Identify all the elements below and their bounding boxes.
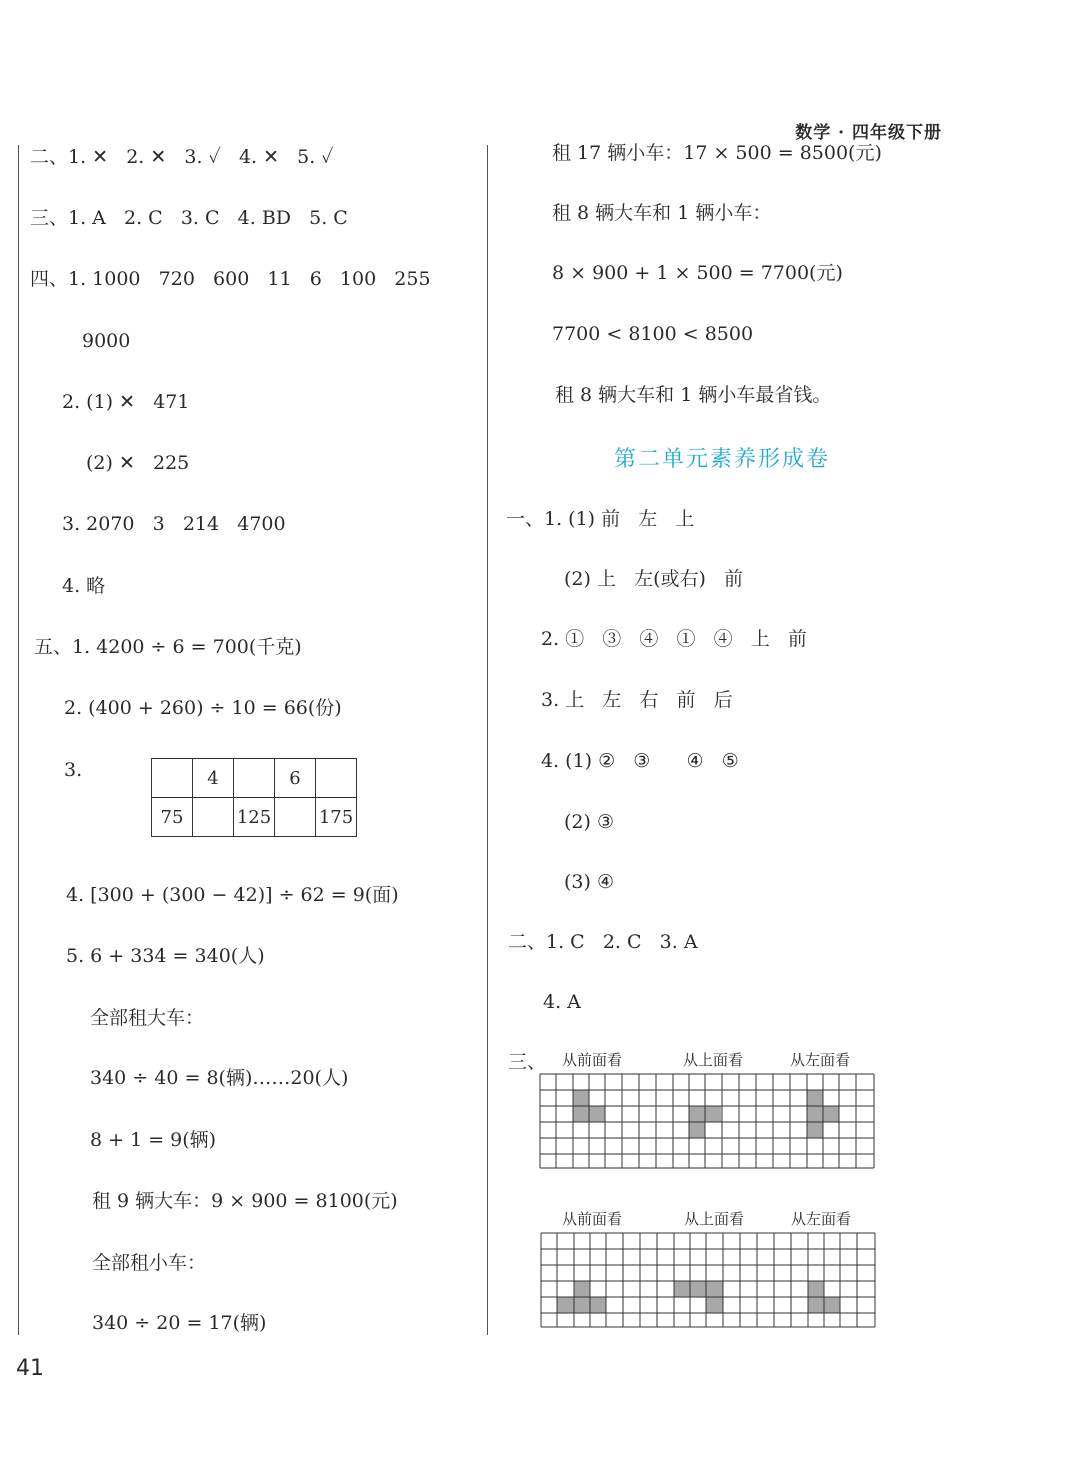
answer-line: 租 17 辆小车：17 × 500 = 8500(元) — [552, 142, 882, 164]
table-cell — [193, 798, 234, 837]
shaded-cell — [574, 1281, 590, 1297]
view-label-left: 从左面看 — [791, 1210, 852, 1228]
page-header: 数学 · 四年级下册 — [795, 123, 942, 143]
answer-line: 4. 略 — [62, 575, 106, 597]
table-cell — [234, 759, 275, 798]
grid-lines — [541, 1233, 875, 1327]
shaded-cell — [689, 1106, 705, 1122]
answer-line: 5. 6 + 334 = 340(人) — [66, 945, 265, 967]
table-row — [152, 798, 357, 837]
table-cell — [275, 798, 316, 837]
answer-line: 2. (1) ✕ 471 — [62, 391, 190, 413]
shaded-cell — [706, 1281, 723, 1297]
answer-line: (2) ③ — [564, 811, 614, 833]
column-divider — [487, 145, 488, 1335]
shaded-cell — [590, 1297, 606, 1313]
answer-line: 2. ① ③ ④ ① ④ 上 前 — [541, 628, 807, 650]
shaded-cell — [690, 1281, 706, 1297]
view-grid-2 — [540, 1230, 876, 1330]
left-margin-rule — [18, 145, 19, 1335]
shaded-cell — [824, 1297, 840, 1313]
answer-line: 二、1. ✕ 2. ✕ 3. ✓ 4. ✕ 5. ✓ — [30, 146, 334, 168]
answer-line: 7700 < 8100 < 8500 — [552, 323, 754, 345]
shaded-cell — [807, 1106, 823, 1122]
answer-line: 8 + 1 = 9(辆) — [90, 1129, 217, 1151]
view-label-top: 从上面看 — [683, 1051, 744, 1069]
shaded-cell — [823, 1106, 839, 1122]
table-cell: 125 — [234, 798, 275, 837]
page-number: 41 — [16, 1356, 44, 1381]
shaded-cell — [807, 1122, 823, 1138]
shaded-cell — [574, 1297, 590, 1313]
shaded-cell — [573, 1090, 589, 1106]
answer-line: 全部租大车： — [90, 1007, 205, 1029]
answer-line: 三、 — [508, 1051, 547, 1073]
answer-table — [151, 758, 357, 837]
answer-line: 3. 2070 3 214 4700 — [62, 513, 286, 535]
answer-line: 4. A — [543, 991, 581, 1013]
view-grid-1 — [539, 1071, 875, 1171]
shaded-cells — [573, 1090, 839, 1138]
shaded-cell — [808, 1297, 824, 1313]
answer-line: 一、1. (1) 前 左 上 — [506, 508, 695, 530]
shaded-cell — [573, 1106, 589, 1122]
answer-line: 四、1. 1000 720 600 11 6 100 255 — [30, 268, 431, 290]
shaded-cell — [589, 1106, 605, 1122]
answer-line: 9000 — [82, 330, 131, 352]
section-title: 第二单元素养形成卷 — [614, 447, 831, 472]
table-row — [152, 759, 357, 798]
shaded-cell — [674, 1281, 690, 1297]
shaded-cell — [807, 1090, 823, 1106]
view-label-front: 从前面看 — [562, 1210, 623, 1228]
shaded-cell — [705, 1106, 721, 1122]
answer-line: 2. (400 + 260) ÷ 10 = 66(份) — [64, 697, 342, 719]
shaded-cell — [808, 1281, 824, 1297]
view-label-front: 从前面看 — [562, 1051, 623, 1069]
table-cell: 4 — [193, 759, 234, 798]
answer-line: 4. (1) ② ③ ④ ⑤ — [541, 750, 739, 772]
view-label-top: 从上面看 — [684, 1210, 745, 1228]
answer-line: 3. 上 左 右 前 后 — [541, 689, 733, 711]
answer-line: 340 ÷ 40 = 8(辆)……20(人) — [90, 1067, 349, 1089]
answer-line: 五、1. 4200 ÷ 6 = 700(千克) — [34, 636, 302, 658]
shaded-cell — [706, 1297, 723, 1313]
answer-line: (3) ④ — [564, 871, 614, 893]
answer-line: 340 ÷ 20 = 17(辆) — [92, 1312, 267, 1334]
answer-line: 租 8 辆大车和 1 辆小车： — [552, 202, 772, 224]
table-cell: 75 — [152, 798, 193, 837]
answer-line: (2) ✕ 225 — [86, 452, 190, 474]
answer-line: 三、1. A 2. C 3. C 4. BD 5. C — [30, 207, 348, 229]
table-cell — [316, 759, 357, 798]
answer-line: 二、1. C 2. C 3. A — [508, 931, 698, 953]
table-cell — [152, 759, 193, 798]
answer-line: 4. [300 + (300 − 42)] ÷ 62 = 9(面) — [66, 884, 399, 906]
table-cell: 175 — [316, 798, 357, 837]
answer-line: 8 × 900 + 1 × 500 = 7700(元) — [552, 262, 843, 284]
table-cell: 6 — [275, 759, 316, 798]
shaded-cell — [557, 1297, 574, 1313]
answer-line: 3. — [64, 759, 83, 781]
answer-line: 租 9 辆大车：9 × 900 = 8100(元) — [92, 1190, 398, 1212]
view-label-left: 从左面看 — [790, 1051, 851, 1069]
shaded-cell — [689, 1122, 705, 1138]
answer-line: (2) 上 左(或右) 前 — [564, 568, 744, 590]
answer-line: 全部租小车： — [92, 1252, 207, 1274]
answer-line: 租 8 辆大车和 1 辆小车最省钱。 — [555, 384, 832, 406]
